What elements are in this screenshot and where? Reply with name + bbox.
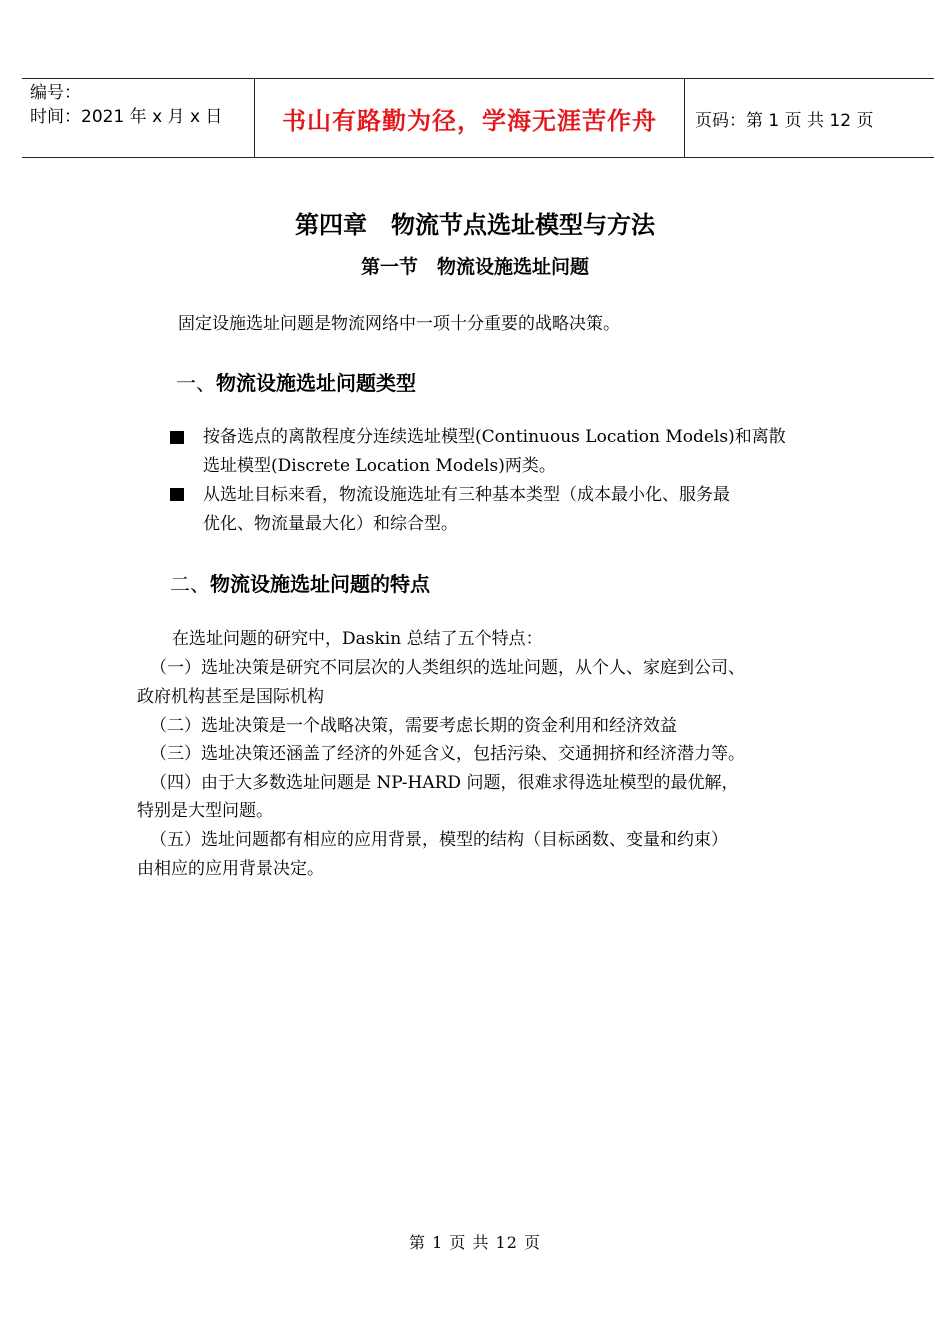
bullet-square-icon xyxy=(170,431,184,444)
point-4-line-2: 特别是大型问题。 xyxy=(137,801,273,821)
point-3-line-1: （三）选址决策还涵盖了经济的外延含义，包括污染、交通拥挤和经济潜力等。 xyxy=(150,744,745,764)
heading-types-number: 一、 xyxy=(176,371,216,395)
bullet-square-icon xyxy=(170,488,184,501)
heading-types xyxy=(176,367,416,396)
point-5-line-2: 由相应的应用背景决定。 xyxy=(137,859,324,879)
time-label: 时间：2021 年 x 月 x 日 xyxy=(30,107,223,127)
point-1-line-2: 政府机构甚至是国际机构 xyxy=(137,687,324,707)
daskin-intro: 在选址问题的研究中，Daskin 总结了五个特点： xyxy=(172,629,543,649)
bullet-1-line-1: 按备选点的离散程度分连续选址模型(Continuous Location Models)和离散 xyxy=(203,427,786,447)
point-4-line-1: （四）由于大多数选址问题是 NP-HARD 问题，很难求得选址模型的最优解， xyxy=(150,773,739,793)
header-meta-cell xyxy=(22,79,254,157)
number-label: 编号： xyxy=(30,83,81,103)
page-info: 页码：第 1 页 共 12 页 xyxy=(695,110,874,131)
intro-paragraph: 固定设施选址问题是物流网络中一项十分重要的战略决策。 xyxy=(178,314,620,334)
header-motto-cell xyxy=(254,79,685,157)
page-footer: 第 1 页 共 12 页 xyxy=(409,1233,541,1252)
bullet-2-line-1: 从选址目标来看，物流设施选址有三种基本类型（成本最小化、服务最 xyxy=(203,485,730,505)
bullet-2-line-2: 优化、物流量最大化）和综合型。 xyxy=(203,514,458,534)
point-1-line-1: （一）选址决策是研究不同层次的人类组织的选址问题，从个人、家庭到公司、 xyxy=(150,658,745,678)
heading-features xyxy=(170,568,430,597)
heading-features-text: 物流设施选址问题的特点 xyxy=(210,572,430,596)
page-header-table xyxy=(22,78,934,158)
motto-text: 书山有路勤为径，学海无涯苦作舟 xyxy=(282,106,657,135)
point-2-line-1: （二）选址决策是一个战略决策，需要考虑长期的资金利用和经济效益 xyxy=(150,716,677,736)
chapter-title: 第四章 物流节点选址模型与方法 xyxy=(295,210,655,239)
bullet-1-line-2: 选址模型(Discrete Location Models)两类。 xyxy=(203,456,556,476)
section-title: 第一节 物流设施选址问题 xyxy=(360,256,589,278)
heading-types-text: 物流设施选址问题类型 xyxy=(216,371,416,395)
header-page-cell xyxy=(685,79,934,157)
heading-features-number: 二、 xyxy=(170,572,210,596)
point-5-line-1: （五）选址问题都有相应的应用背景，模型的结构（目标函数、变量和约束） xyxy=(150,830,728,850)
